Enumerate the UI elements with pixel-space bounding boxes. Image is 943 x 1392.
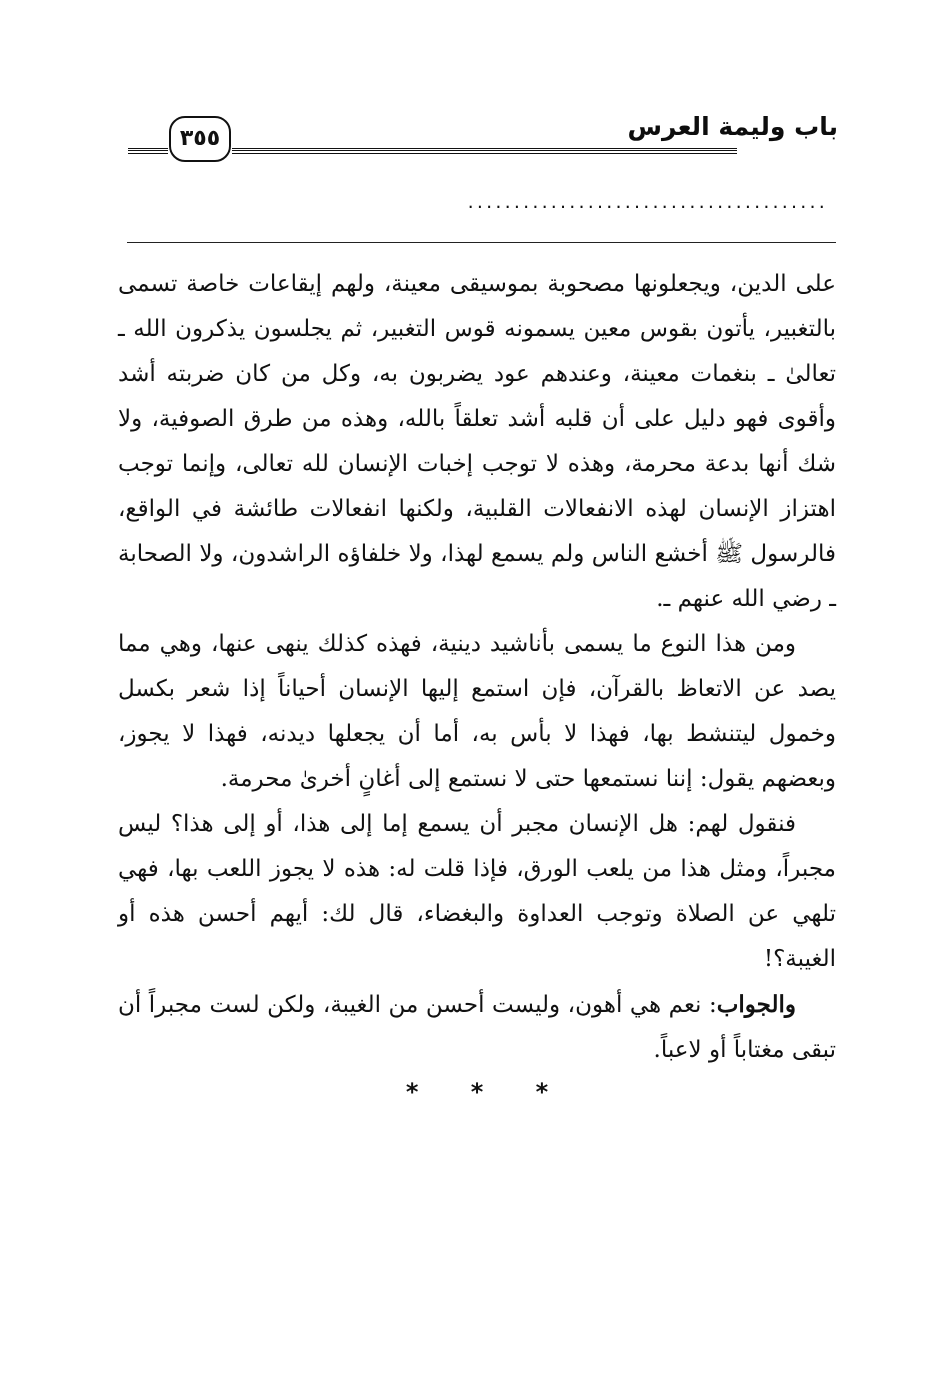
paragraph: على الدين، ويجعلونها مصحوبة بموسيقى معينة، ولهم إيقاعات خاصة تسمى بالتغبير، يأتون بقوس معين يسمونه قوس التغبير، ثم يجلسون يذكرون الله ـ تعالىٰ ـ بنغمات معينة، وعندهم عود يضربون به، وكل من كان ضربته أشد وأقوى فهو دليل على أن قلبه أشد تعلقاً بالله، وهذه من طرق الصوفية، ولا شك أنها بدعة محرمة، وهذه لا توجب إخبات الإنسان لله تعالى، وإنما توجب اهتزاز الإنسان لهذه الانفعالات القلبية، ولكنها انفعالات طائشة في الواقع، فالرسول ﷺ أخشع الناس ولم يسمع لهذا، ولا خلفاؤه الراشدون، ولا الصحابة ـ رضي الله عنهم ـ. — [118, 271, 836, 612]
header-rule-short — [128, 148, 168, 154]
footnote-separator — [127, 242, 836, 243]
header-rule — [232, 148, 737, 154]
paragraph: فنقول لهم: هل الإنسان مجبر أن يسمع إما إلى هذا، أو إلى هذا؟ ليس مجبراً، ومثل هذا من يلعب الورق، فإذا قلت له: هذه لا يجوز اللعب بها، فهي تلهي عن الصلاة وتوجب العداوة والبغضاء، قال لك: أيهم أحسن هذه أو الغيبة؟! — [118, 811, 836, 972]
page-number-frame — [169, 116, 231, 162]
page-header — [128, 108, 838, 168]
answer-text: : نعم هي أهون، وليست أحسن من الغيبة، ولكن لست مجبراً أن تبقى مغتاباً أو لاعباً. — [118, 992, 836, 1063]
section-end-stars: * * * — [405, 1078, 571, 1106]
paragraph: ومن هذا النوع ما يسمى بأناشيد دينية، فهذه كذلك ينهى عنها، وهي مما يصد عن الاتعاظ بالقرآن، فإن استمع إليها الإنسان أحياناً إذا شعر بكسل وخمول ليتنشط بها، فهذا لا بأس به، أما أن يجعلها ديدنه، فهذا لا يجوز، وبعضهم يقول: إننا نستمعها حتى لا نستمع إلى أغانٍ أخرىٰ محرمة. — [118, 631, 836, 792]
page-number: ٣٥٥ — [179, 126, 221, 151]
answer-paragraph — [118, 982, 836, 1073]
body-text — [118, 262, 836, 1109]
footnote-dots: ....................................... — [467, 191, 828, 213]
answer-label: والجواب — [716, 991, 796, 1018]
chapter-title: باب وليمة العرس — [627, 112, 838, 141]
